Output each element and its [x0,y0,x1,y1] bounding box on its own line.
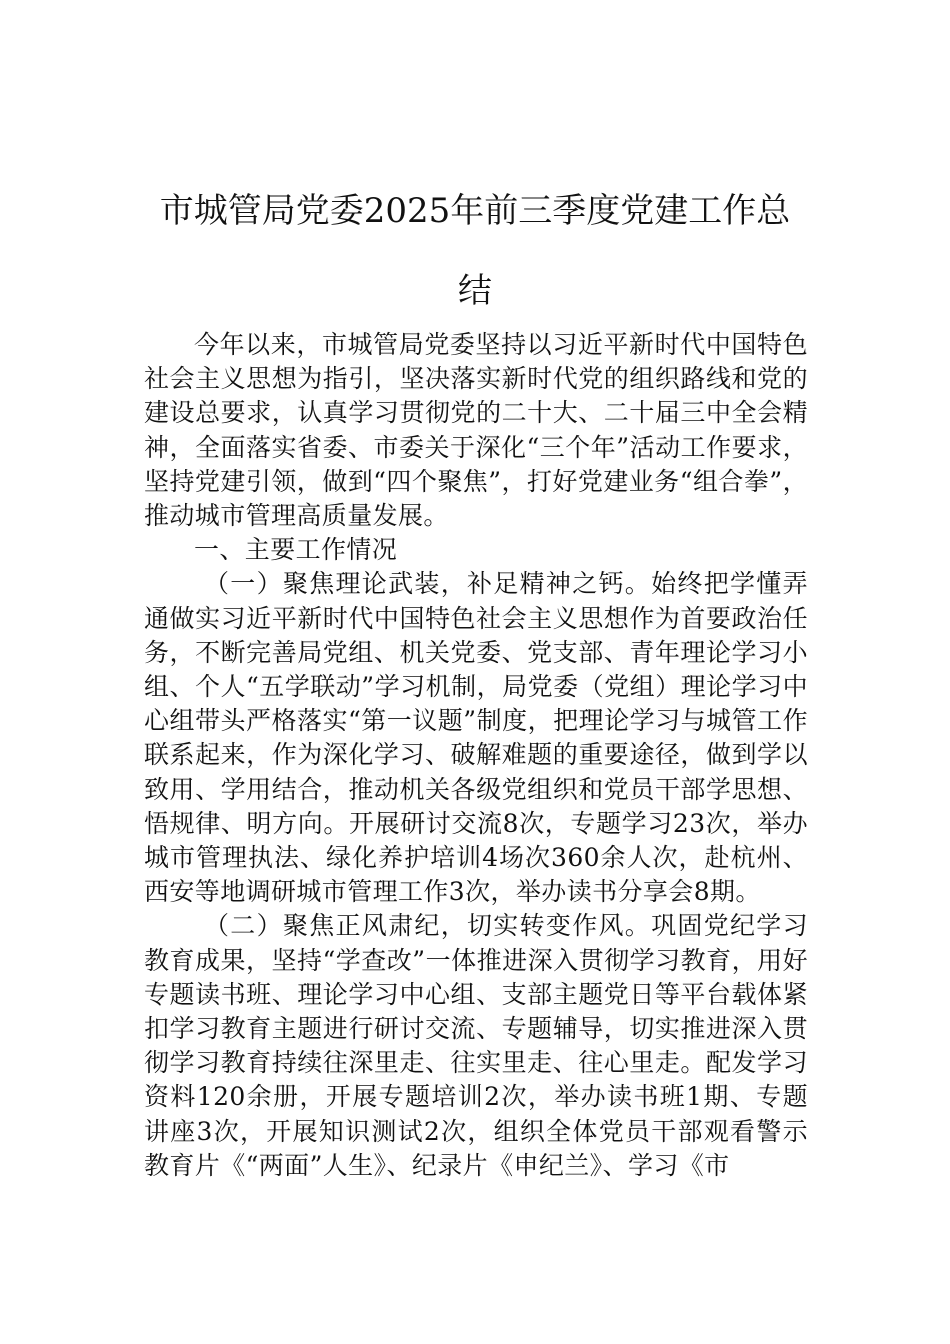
document-title [120,171,830,331]
intro-paragraph: 今年以来，市城管局党委坚持以习近平新时代中国特色社会主义思想为指引，坚决落实新时代党的组织路线和党的建设总要求，认真学习贯彻党的二十大、二十届三中全会精神，全面落实省委、市委关于深化“三个年”活动工作要求，坚持党建引领，做到“四个聚焦”，打好党建业务“组合拳”，推动城市管理高质量发展。 [144,330,808,531]
title-line-2: 结 [458,270,492,311]
title-line-1: 市城管局党委2025年前三季度党建工作总 [159,190,791,231]
section-heading: 一、主要工作情况 [194,535,398,565]
document-body [144,328,808,1183]
subsection-paragraph-2: （二）聚焦正风肃纪，切实转变作风。巩固党纪学习教育成果，坚持“学查改”一体推进深入贯彻学习教育，用好专题读书班、理论学习中心组、支部主题党日等平台载体紧扣学习教育主题进行研讨交流、专题辅导，切实推进深入贯彻学习教育持续往深里走、往实里走、往心里走。配发学习资料120余册，开展专题培训2次，举办读书班1期、专题讲座3次，开展知识测试2次，组织全体党员干部观看警示教育片《“两面”人生》、纪录片《申纪兰》、学习《市 [144,911,808,1180]
subsection-paragraph-1: （一）聚焦理论武装，补足精神之钙。始终把学懂弄通做实习近平新时代中国特色社会主义思想作为首要政治任务，不断完善局党组、机关党委、党支部、青年理论学习小组、个人“五学联动”学习机制，局党委（党组）理论学习中心组带头严格落实“第一议题”制度，把理论学习与城管工作联系起来，作为深化学习、破解难题的重要途径，做到学以致用、学用结合，推动机关各级党组织和党员干部学思想、悟规律、明方向。开展研讨交流8次，专题学习23次，举办城市管理执法、绿化养护培训4场次360余人次，赴杭州、西安等地调研城市管理工作3次，举办读书分享会8期。 [144,569,808,907]
